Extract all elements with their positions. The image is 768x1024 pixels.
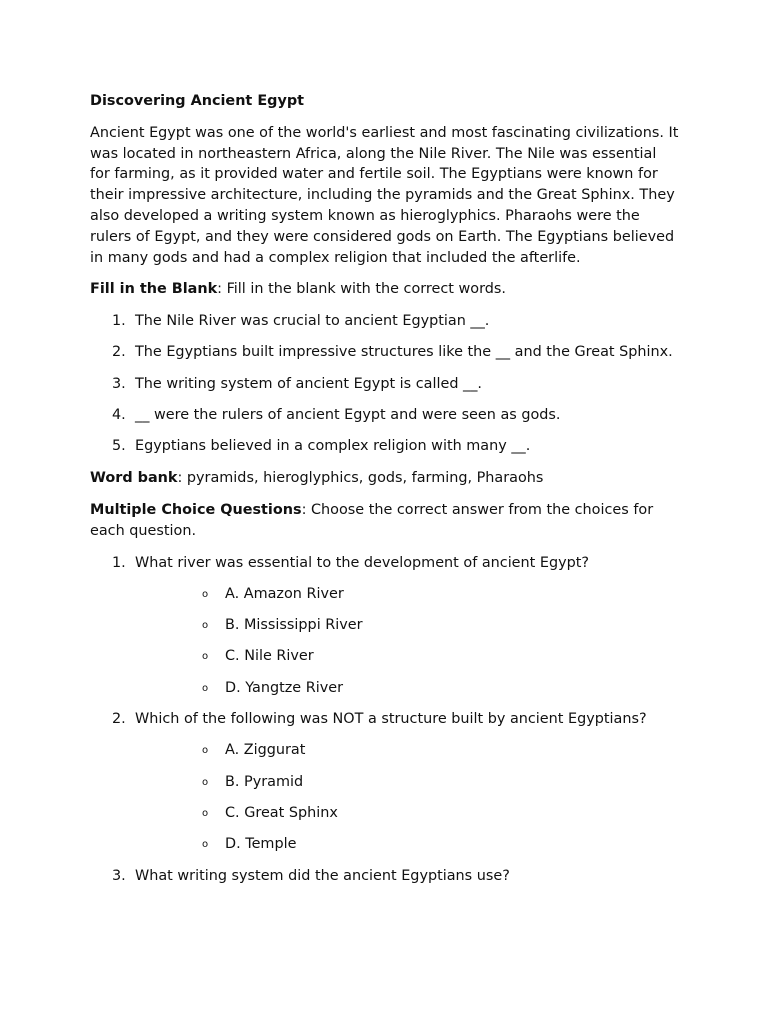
fill-blank-item	[90, 342, 680, 363]
option-text: D. Temple	[225, 836, 297, 853]
fill-blank-heading: Fill in the Blank	[90, 281, 218, 298]
option-text: A. Ziggurat	[225, 742, 306, 759]
fill-blank-item	[90, 374, 680, 395]
item-text: The Nile River was crucial to ancient Egyptian __.	[135, 313, 490, 330]
fill-blank-item	[90, 405, 680, 426]
multiple-choice-list	[90, 553, 680, 887]
item-number: 1.	[112, 313, 126, 330]
page-title: Discovering Ancient Egypt	[90, 93, 305, 109]
option-text: B. Mississippi River	[225, 617, 363, 634]
multiple-choice-instructions	[90, 500, 680, 542]
option-text: C. Nile River	[225, 648, 314, 665]
option-item	[135, 772, 680, 793]
item-number: 5.	[112, 438, 126, 455]
item-text: The Egyptians built impressive structures like the __ and the Great Sphinx.	[135, 344, 673, 361]
worksheet-page	[90, 91, 680, 897]
item-text: The writing system of ancient Egypt is called __.	[135, 375, 482, 392]
option-list	[135, 740, 680, 855]
item-number: 4.	[112, 407, 126, 424]
option-item	[135, 803, 680, 824]
fill-blank-instruction-text: : Fill in the blank with the correct words.	[217, 281, 506, 298]
option-item	[135, 740, 680, 761]
bullet-icon: o	[202, 588, 209, 600]
item-text: Egyptians believed in a complex religion with many __.	[135, 438, 531, 455]
fill-blank-item	[90, 436, 680, 457]
option-text: A. Amazon River	[225, 585, 344, 602]
option-item	[135, 646, 680, 667]
question-text: What river was essential to the development of ancient Egypt?	[135, 554, 590, 571]
question-text: What writing system did the ancient Egyptians use?	[135, 867, 510, 884]
option-item	[135, 834, 680, 855]
question-item	[90, 553, 680, 699]
fill-blank-item	[90, 311, 680, 332]
bullet-icon: o	[202, 807, 209, 819]
bullet-icon: o	[202, 776, 209, 788]
question-item	[90, 866, 680, 887]
word-bank	[90, 468, 680, 489]
item-text: __ were the rulers of ancient Egypt and were seen as gods.	[135, 407, 561, 424]
bullet-icon: o	[202, 839, 209, 851]
item-number: 2.	[112, 344, 126, 361]
fill-blank-list	[90, 311, 680, 457]
option-list	[135, 584, 680, 699]
option-item	[135, 584, 680, 605]
word-bank-heading: Word bank	[90, 470, 178, 487]
multiple-choice-instruction-text: : Choose the correct answer from the choices for each question.	[90, 501, 654, 539]
bullet-icon: o	[202, 651, 209, 663]
bullet-icon: o	[202, 620, 209, 632]
item-number: 3.	[112, 375, 126, 392]
option-item	[135, 615, 680, 636]
word-bank-words: : pyramids, hieroglyphics, gods, farming, Pharaohs	[177, 470, 544, 487]
question-number: 3.	[112, 867, 126, 884]
option-item	[135, 678, 680, 699]
multiple-choice-heading: Multiple Choice Questions	[90, 501, 302, 518]
question-item	[90, 709, 680, 855]
question-text: Which of the following was NOT a structure built by ancient Egyptians?	[135, 711, 647, 728]
bullet-icon: o	[202, 682, 209, 694]
question-number: 2.	[112, 711, 126, 728]
question-number: 1.	[112, 554, 126, 571]
bullet-icon: o	[202, 745, 209, 757]
option-text: B. Pyramid	[225, 773, 304, 790]
option-text: D. Yangtze River	[225, 679, 344, 696]
fill-blank-instructions	[90, 279, 680, 300]
option-text: C. Great Sphinx	[225, 804, 338, 821]
intro-paragraph: Ancient Egypt was one of the world's earliest and most fascinating civilizations. It was located in northeastern Africa, along the Nile River. The Nile was essential for farming, as it provided water and fertile soil. The Egyptians were known for their impressive architecture, including the pyramids and the Great Sphinx. They also developed a writing system known as hieroglyphics. Pharaohs were the rulers of Egypt, and they were considered gods on Earth. The Egyptians believed in many gods and had a complex religion that included the afterlife.	[90, 124, 679, 266]
